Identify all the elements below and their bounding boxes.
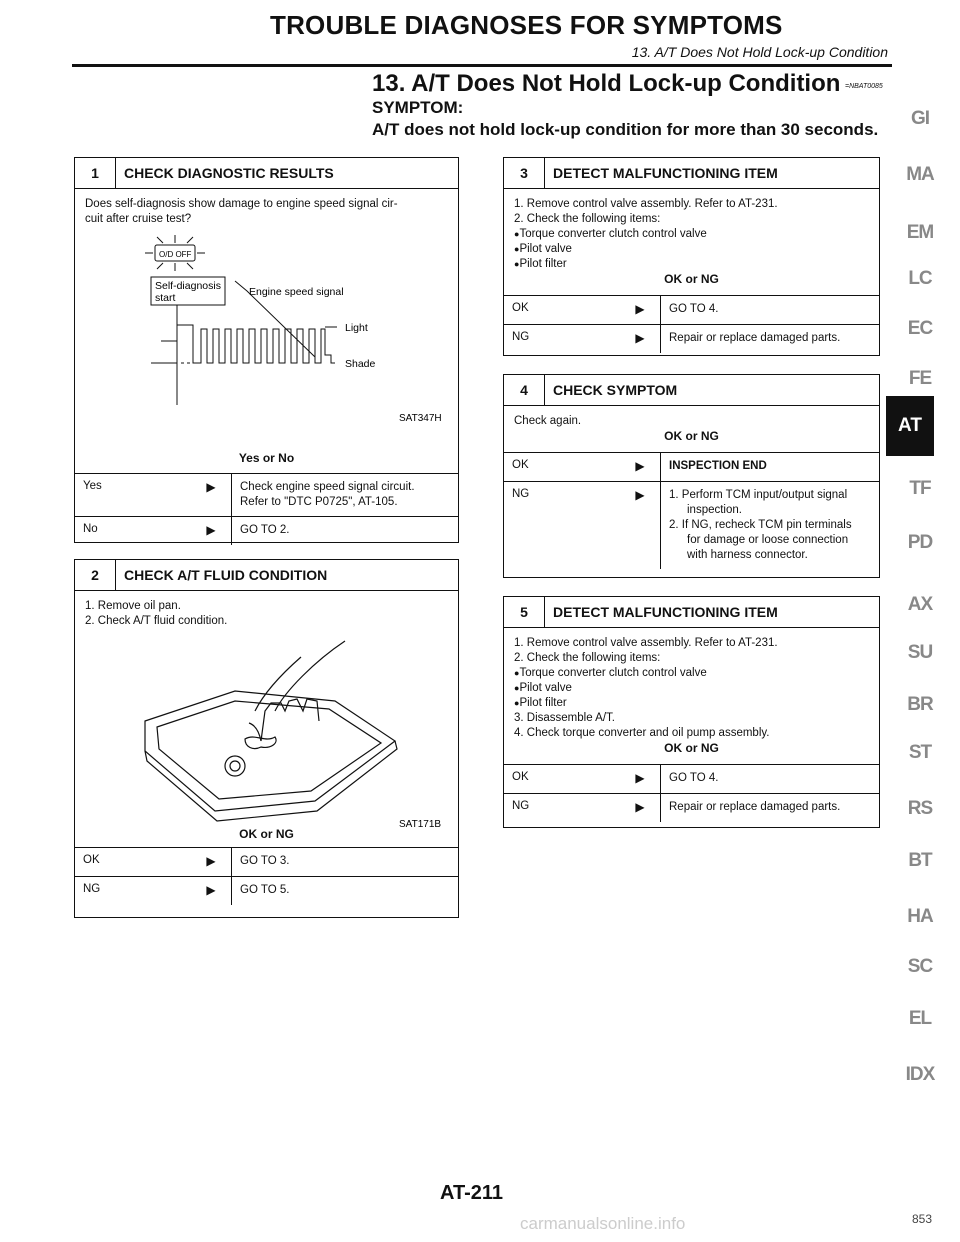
selfdiag-label-2: start bbox=[155, 292, 176, 304]
side-index-sc[interactable]: SC bbox=[907, 956, 933, 977]
step-1-answer: Yes or No bbox=[238, 451, 295, 465]
side-index-su[interactable]: SU bbox=[907, 642, 933, 663]
section-code: =NBAT0085 bbox=[845, 83, 883, 90]
step-5-ng-row bbox=[504, 793, 879, 822]
yes-label: Yes bbox=[83, 480, 102, 492]
step-5-bullet2: ● Pilot valve bbox=[514, 681, 869, 696]
step-4-header bbox=[504, 375, 879, 406]
ok-action-goto-4[interactable]: GO TO 4. bbox=[660, 296, 879, 324]
page-number: 853 bbox=[912, 1212, 933, 1226]
arrow-icon: ▶ bbox=[206, 854, 216, 868]
step-5-line2: 2. Check the following items: bbox=[514, 652, 661, 664]
page-header-title: TROUBLE DIAGNOSES FOR SYMPTOMS bbox=[270, 10, 783, 40]
step-3-header bbox=[504, 158, 879, 189]
step-2-body bbox=[75, 591, 458, 847]
ng-action-line1b: inspection. bbox=[687, 504, 742, 516]
step-5-number: 5 bbox=[504, 597, 545, 627]
step-4-body bbox=[504, 406, 879, 452]
step-4-number: 4 bbox=[504, 375, 545, 405]
no-label: No bbox=[83, 523, 98, 535]
step-5-title: DETECT MALFUNCTIONING ITEM bbox=[553, 604, 778, 620]
step-2-title: CHECK A/T FLUID CONDITION bbox=[124, 567, 328, 583]
ok-label: OK bbox=[512, 302, 529, 314]
ng-action-line2: 2. If NG, recheck TCM pin terminals bbox=[669, 519, 852, 531]
step-5-bullet3: ● Pilot filter bbox=[514, 696, 869, 711]
oil-pan-figure bbox=[85, 631, 445, 831]
step-5-line1: 1. Remove control valve assembly. Refer to AT-231. bbox=[514, 637, 778, 649]
side-index-idx[interactable]: IDX bbox=[905, 1064, 935, 1085]
step-5-answer: OK or NG bbox=[664, 741, 719, 755]
arrow-icon: ▶ bbox=[206, 883, 216, 897]
step-5-bullet1: ● Torque converter clutch control valve bbox=[514, 666, 869, 681]
step-2-line1: 1. Remove oil pan. bbox=[85, 600, 181, 612]
selfdiag-label-1: Self-diagnosis bbox=[155, 280, 221, 292]
engine-speed-label: Engine speed signal bbox=[249, 286, 344, 298]
no-action-goto-2[interactable]: GO TO 2. bbox=[231, 517, 458, 545]
step-3-answer: OK or NG bbox=[664, 272, 719, 286]
side-index-fe[interactable]: FE bbox=[908, 368, 932, 389]
step-3-title: DETECT MALFUNCTIONING ITEM bbox=[553, 165, 778, 181]
arrow-icon: ▶ bbox=[635, 488, 645, 502]
arrow-icon: ▶ bbox=[635, 302, 645, 316]
ok-action-goto-3[interactable]: GO TO 3. bbox=[231, 848, 458, 876]
step-3-box bbox=[503, 157, 880, 356]
step-3-bullet1: ● Torque converter clutch control valve bbox=[514, 227, 869, 242]
step-5-body bbox=[504, 628, 879, 764]
ng-action-repair[interactable]: Repair or replace damaged parts. bbox=[660, 794, 879, 822]
arrow-icon: ▶ bbox=[635, 800, 645, 814]
step-5-box bbox=[503, 596, 880, 828]
side-index-at-active[interactable]: AT bbox=[886, 396, 934, 456]
step-4-ok-row bbox=[504, 452, 879, 481]
step-1-body bbox=[75, 189, 458, 473]
step-1-number: 1 bbox=[75, 158, 116, 188]
ng-label: NG bbox=[83, 883, 101, 895]
ng-label: NG bbox=[512, 800, 530, 812]
side-index-ec[interactable]: EC bbox=[907, 318, 933, 339]
step-3-line2: 2. Check the following items: bbox=[514, 213, 661, 225]
step-4-answer: OK or NG bbox=[664, 429, 719, 443]
step-2-box bbox=[74, 559, 459, 918]
step-3-ok-row bbox=[504, 295, 879, 324]
step-3-bullet2: ● Pilot valve bbox=[514, 242, 869, 257]
ng-action-line2b: for damage or loose connection bbox=[687, 534, 849, 546]
step-5-line3: 3. Disassemble A/T. bbox=[514, 712, 615, 724]
step-4-title: CHECK SYMPTOM bbox=[553, 382, 678, 398]
step-2-line2: 2. Check A/T fluid condition. bbox=[85, 615, 228, 627]
figure-code-1: SAT347H bbox=[399, 413, 442, 424]
step-1-header bbox=[75, 158, 458, 189]
ok-action-inspection-end[interactable]: INSPECTION END bbox=[660, 453, 879, 481]
yes-action[interactable] bbox=[231, 474, 458, 516]
ng-label: NG bbox=[512, 331, 530, 343]
side-index-st[interactable]: ST bbox=[908, 742, 932, 763]
step-1-title: CHECK DIAGNOSTIC RESULTS bbox=[124, 165, 334, 181]
step-3-body bbox=[504, 189, 879, 295]
arrow-icon: ▶ bbox=[635, 459, 645, 473]
step-4-line1: Check again. bbox=[514, 415, 582, 427]
side-index-lc[interactable]: LC bbox=[908, 268, 932, 289]
step-5-line4: 4. Check torque converter and oil pump assembly. bbox=[514, 727, 770, 739]
step-3-ng-row bbox=[504, 324, 879, 353]
step-1-question-line2: cuit after cruise test? bbox=[85, 213, 192, 225]
ng-label: NG bbox=[512, 488, 530, 500]
header-rule bbox=[72, 64, 892, 67]
arrow-icon: ▶ bbox=[635, 331, 645, 345]
ok-action-goto-4[interactable]: GO TO 4. bbox=[660, 765, 879, 793]
ng-action-goto-5[interactable]: GO TO 5. bbox=[231, 877, 458, 905]
symptom-text: A/T does not hold lock-up condition for more than 30 seconds. bbox=[372, 120, 879, 139]
yes-action-line2: Refer to "DTC P0725", AT-105. bbox=[240, 496, 398, 508]
side-index-ha[interactable]: HA bbox=[907, 906, 933, 927]
watermark: carmanualsonline.info bbox=[520, 1214, 686, 1233]
side-index-ax[interactable]: AX bbox=[907, 594, 933, 615]
side-index-tf[interactable]: TF bbox=[909, 478, 931, 499]
step-5-header bbox=[504, 597, 879, 628]
ok-label: OK bbox=[512, 771, 529, 783]
ng-action-line1: 1. Perform TCM input/output signal bbox=[669, 489, 848, 501]
page-header-subtitle: 13. A/T Does Not Hold Lock-up Condition bbox=[631, 44, 888, 60]
step-2-answer: OK or NG bbox=[239, 827, 294, 841]
ng-action-line2c: with harness connector. bbox=[687, 549, 808, 561]
step-3-number: 3 bbox=[504, 158, 545, 188]
symptom-label: SYMPTOM: bbox=[372, 98, 464, 117]
yes-action-line1: Check engine speed signal circuit. bbox=[240, 481, 415, 493]
side-index-em[interactable]: EM bbox=[906, 222, 934, 243]
side-index-gi[interactable]: GI bbox=[910, 108, 930, 129]
section-title: 13. A/T Does Not Hold Lock-up Condition bbox=[372, 70, 841, 97]
step-5-ok-row bbox=[504, 764, 879, 793]
ng-action-repair[interactable]: Repair or replace damaged parts. bbox=[660, 325, 879, 353]
ng-action-tcm-check[interactable] bbox=[660, 482, 879, 569]
side-index-br[interactable]: BR bbox=[907, 694, 933, 715]
step-3-line1: 1. Remove control valve assembly. Refer to AT-231. bbox=[514, 198, 778, 210]
side-index-pd[interactable]: PD bbox=[907, 532, 933, 553]
arrow-icon: ▶ bbox=[635, 771, 645, 785]
step-4-box bbox=[503, 374, 880, 578]
step-4-ng-row bbox=[504, 481, 879, 569]
step-3-bullet3: ● Pilot filter bbox=[514, 257, 869, 272]
step-2-number: 2 bbox=[75, 560, 116, 590]
step-2-ng-row bbox=[75, 876, 458, 905]
side-index-el[interactable]: EL bbox=[908, 1008, 932, 1029]
shade-label: Shade bbox=[345, 358, 376, 370]
step-1-box bbox=[74, 157, 459, 543]
step-1-no-row bbox=[75, 516, 458, 545]
figure-code-2: SAT171B bbox=[399, 819, 442, 830]
ok-label: OK bbox=[83, 854, 100, 866]
step-1-yes-row bbox=[75, 473, 458, 516]
step-2-ok-row bbox=[75, 847, 458, 876]
ok-label: OK bbox=[512, 459, 529, 471]
arrow-icon: ▶ bbox=[206, 480, 216, 494]
page-footer-code: AT-211 bbox=[440, 1182, 503, 1204]
side-index-ma[interactable]: MA bbox=[906, 164, 934, 185]
light-label: Light bbox=[345, 322, 368, 334]
step-1-question-line1: Does self-diagnosis show damage to engine speed signal cir- bbox=[85, 198, 398, 210]
step-2-header bbox=[75, 560, 458, 591]
side-index-rs[interactable]: RS bbox=[907, 798, 933, 819]
engine-speed-signal-figure bbox=[85, 235, 445, 435]
side-index-bt[interactable]: BT bbox=[908, 850, 932, 871]
od-off-label: O/D OFF bbox=[159, 250, 192, 259]
arrow-icon: ▶ bbox=[206, 523, 216, 537]
